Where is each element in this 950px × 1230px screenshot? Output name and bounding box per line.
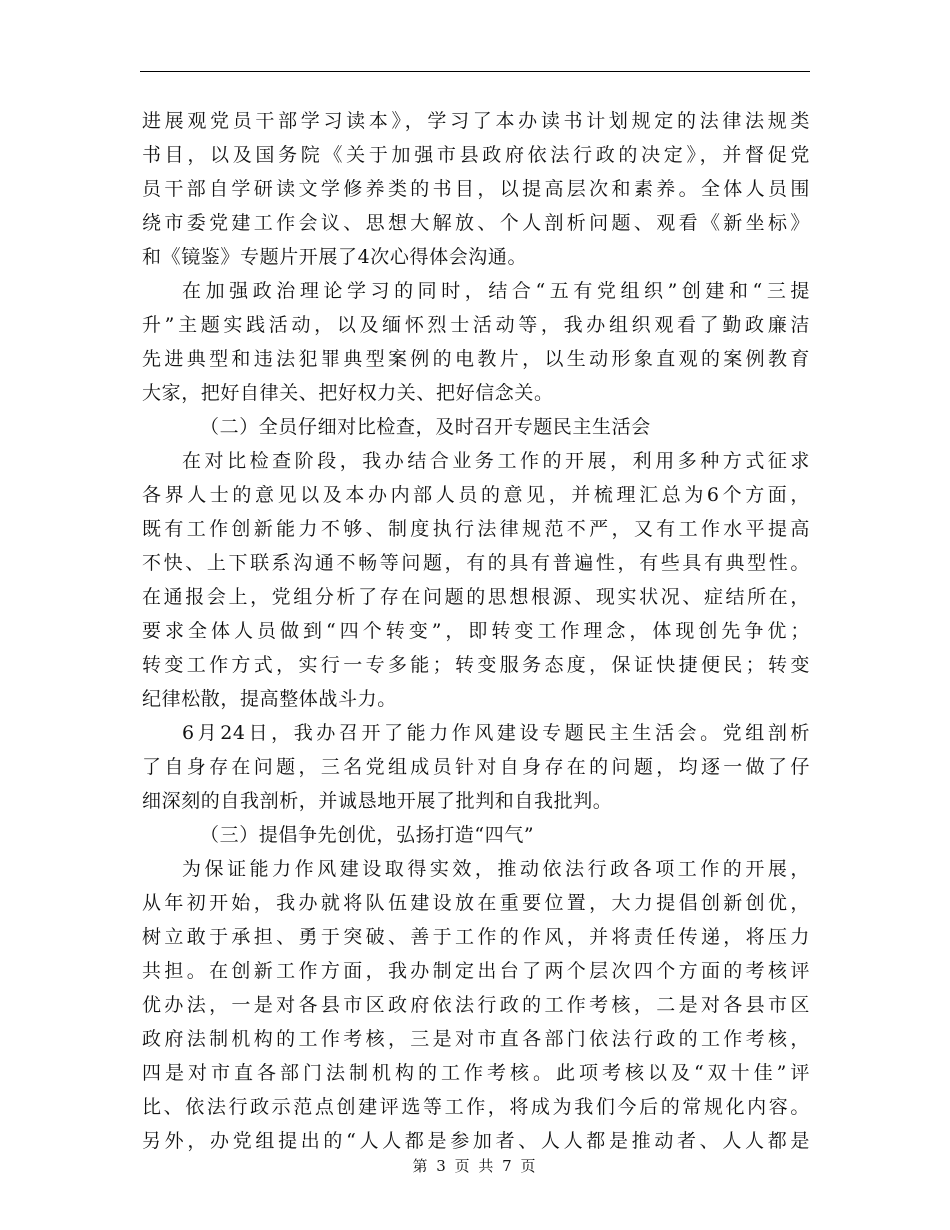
text-line: 各界人士的意见以及本办内部人员的意见，并梳理汇总为6个方面， bbox=[142, 484, 810, 506]
text-line: 四是对市直各部门法制机构的工作考核。此项考核以及“双十佳”评 bbox=[142, 1062, 810, 1084]
text-line: 细深刻的自我剖析，并诚恳地开展了批判和自我批判。 bbox=[142, 790, 613, 812]
page-number-footer: 第 3 页 共 7 页 bbox=[412, 1157, 538, 1175]
text-line: 书目，以及国务院《关于加强市县政府依法行政的决定》，并督促党 bbox=[142, 144, 810, 166]
document-body bbox=[142, 104, 810, 1158]
section-heading: （三）提倡争先创优，弘扬打造“四气” bbox=[200, 824, 535, 846]
text-line: 和《镜鉴》专题片开展了4次心得体会沟通。 bbox=[142, 246, 528, 268]
text-line: 优办法，一是对各县市区政府依法行政的工作考核，二是对各县市区 bbox=[142, 994, 810, 1016]
text-line: 在加强政治理论学习的同时，结合“五有党组织”创建和“三提 bbox=[182, 280, 810, 302]
text-line: 了自身存在问题，三名党组成员针对自身存在的问题，均逐一做了仔 bbox=[142, 756, 810, 778]
text-line: 比、依法行政示范点创建评选等工作，将成为我们今后的常规化内容。 bbox=[142, 1096, 810, 1118]
text-line: 要求全体人员做到“四个转变”，即转变工作理念，体现创先争优； bbox=[142, 620, 810, 642]
text-line: 从年初开始，我办就将队伍建设放在重要位置，大力提倡创新创优， bbox=[142, 892, 810, 914]
text-line: 转变工作方式，实行一专多能；转变服务态度，保证快捷便民；转变 bbox=[142, 654, 810, 676]
text-line: 先进典型和违法犯罪典型案例的电教片，以生动形象直观的案例教育 bbox=[142, 348, 810, 370]
text-line: 在通报会上，党组分析了存在问题的思想根源、现实状况、症结所在， bbox=[142, 586, 810, 608]
text-line: 大家，把好自律关、把好权力关、把好信念关。 bbox=[142, 382, 554, 404]
text-line: 6月24日，我办召开了能力作风建设专题民主生活会。党组剖析 bbox=[182, 722, 810, 744]
text-line: 升”主题实践活动，以及缅怀烈士活动等，我办组织观看了勤政廉洁 bbox=[142, 314, 810, 336]
text-line: 绕市委党建工作会议、思想大解放、个人剖析问题、观看《新坐标》 bbox=[142, 212, 810, 234]
text-line: 进展观党员干部学习读本》，学习了本办读书计划规定的法律法规类 bbox=[142, 110, 810, 132]
text-line: 政府法制机构的工作考核，三是对市直各部门依法行政的工作考核， bbox=[142, 1028, 810, 1050]
text-line: 树立敢于承担、勇于突破、善于工作的作风，并将责任传递，将压力 bbox=[142, 926, 810, 948]
text-line: 不快、上下联系沟通不畅等问题，有的具有普遍性，有些具有典型性。 bbox=[142, 552, 810, 574]
section-heading: （二）全员仔细对比检查，及时召开专题民主生活会 bbox=[200, 416, 651, 438]
text-line: 纪律松散，提高整体战斗力。 bbox=[142, 688, 397, 710]
text-line: 员干部自学研读文学修养类的书目，以提高层次和素养。全体人员围 bbox=[142, 178, 810, 200]
text-line: 既有工作创新能力不够、制度执行法律规范不严，又有工作水平提高 bbox=[142, 518, 810, 540]
text-line: 在对比检查阶段，我办结合业务工作的开展，利用多种方式征求 bbox=[182, 450, 810, 472]
text-line: 共担。在创新工作方面，我办制定出台了两个层次四个方面的考核评 bbox=[142, 960, 810, 982]
text-line: 为保证能力作风建设取得实效，推动依法行政各项工作的开展， bbox=[182, 858, 810, 880]
header-rule bbox=[140, 71, 810, 72]
text-line: 另外，办党组提出的“人人都是参加者、人人都是推动者、人人都是 bbox=[142, 1130, 810, 1152]
